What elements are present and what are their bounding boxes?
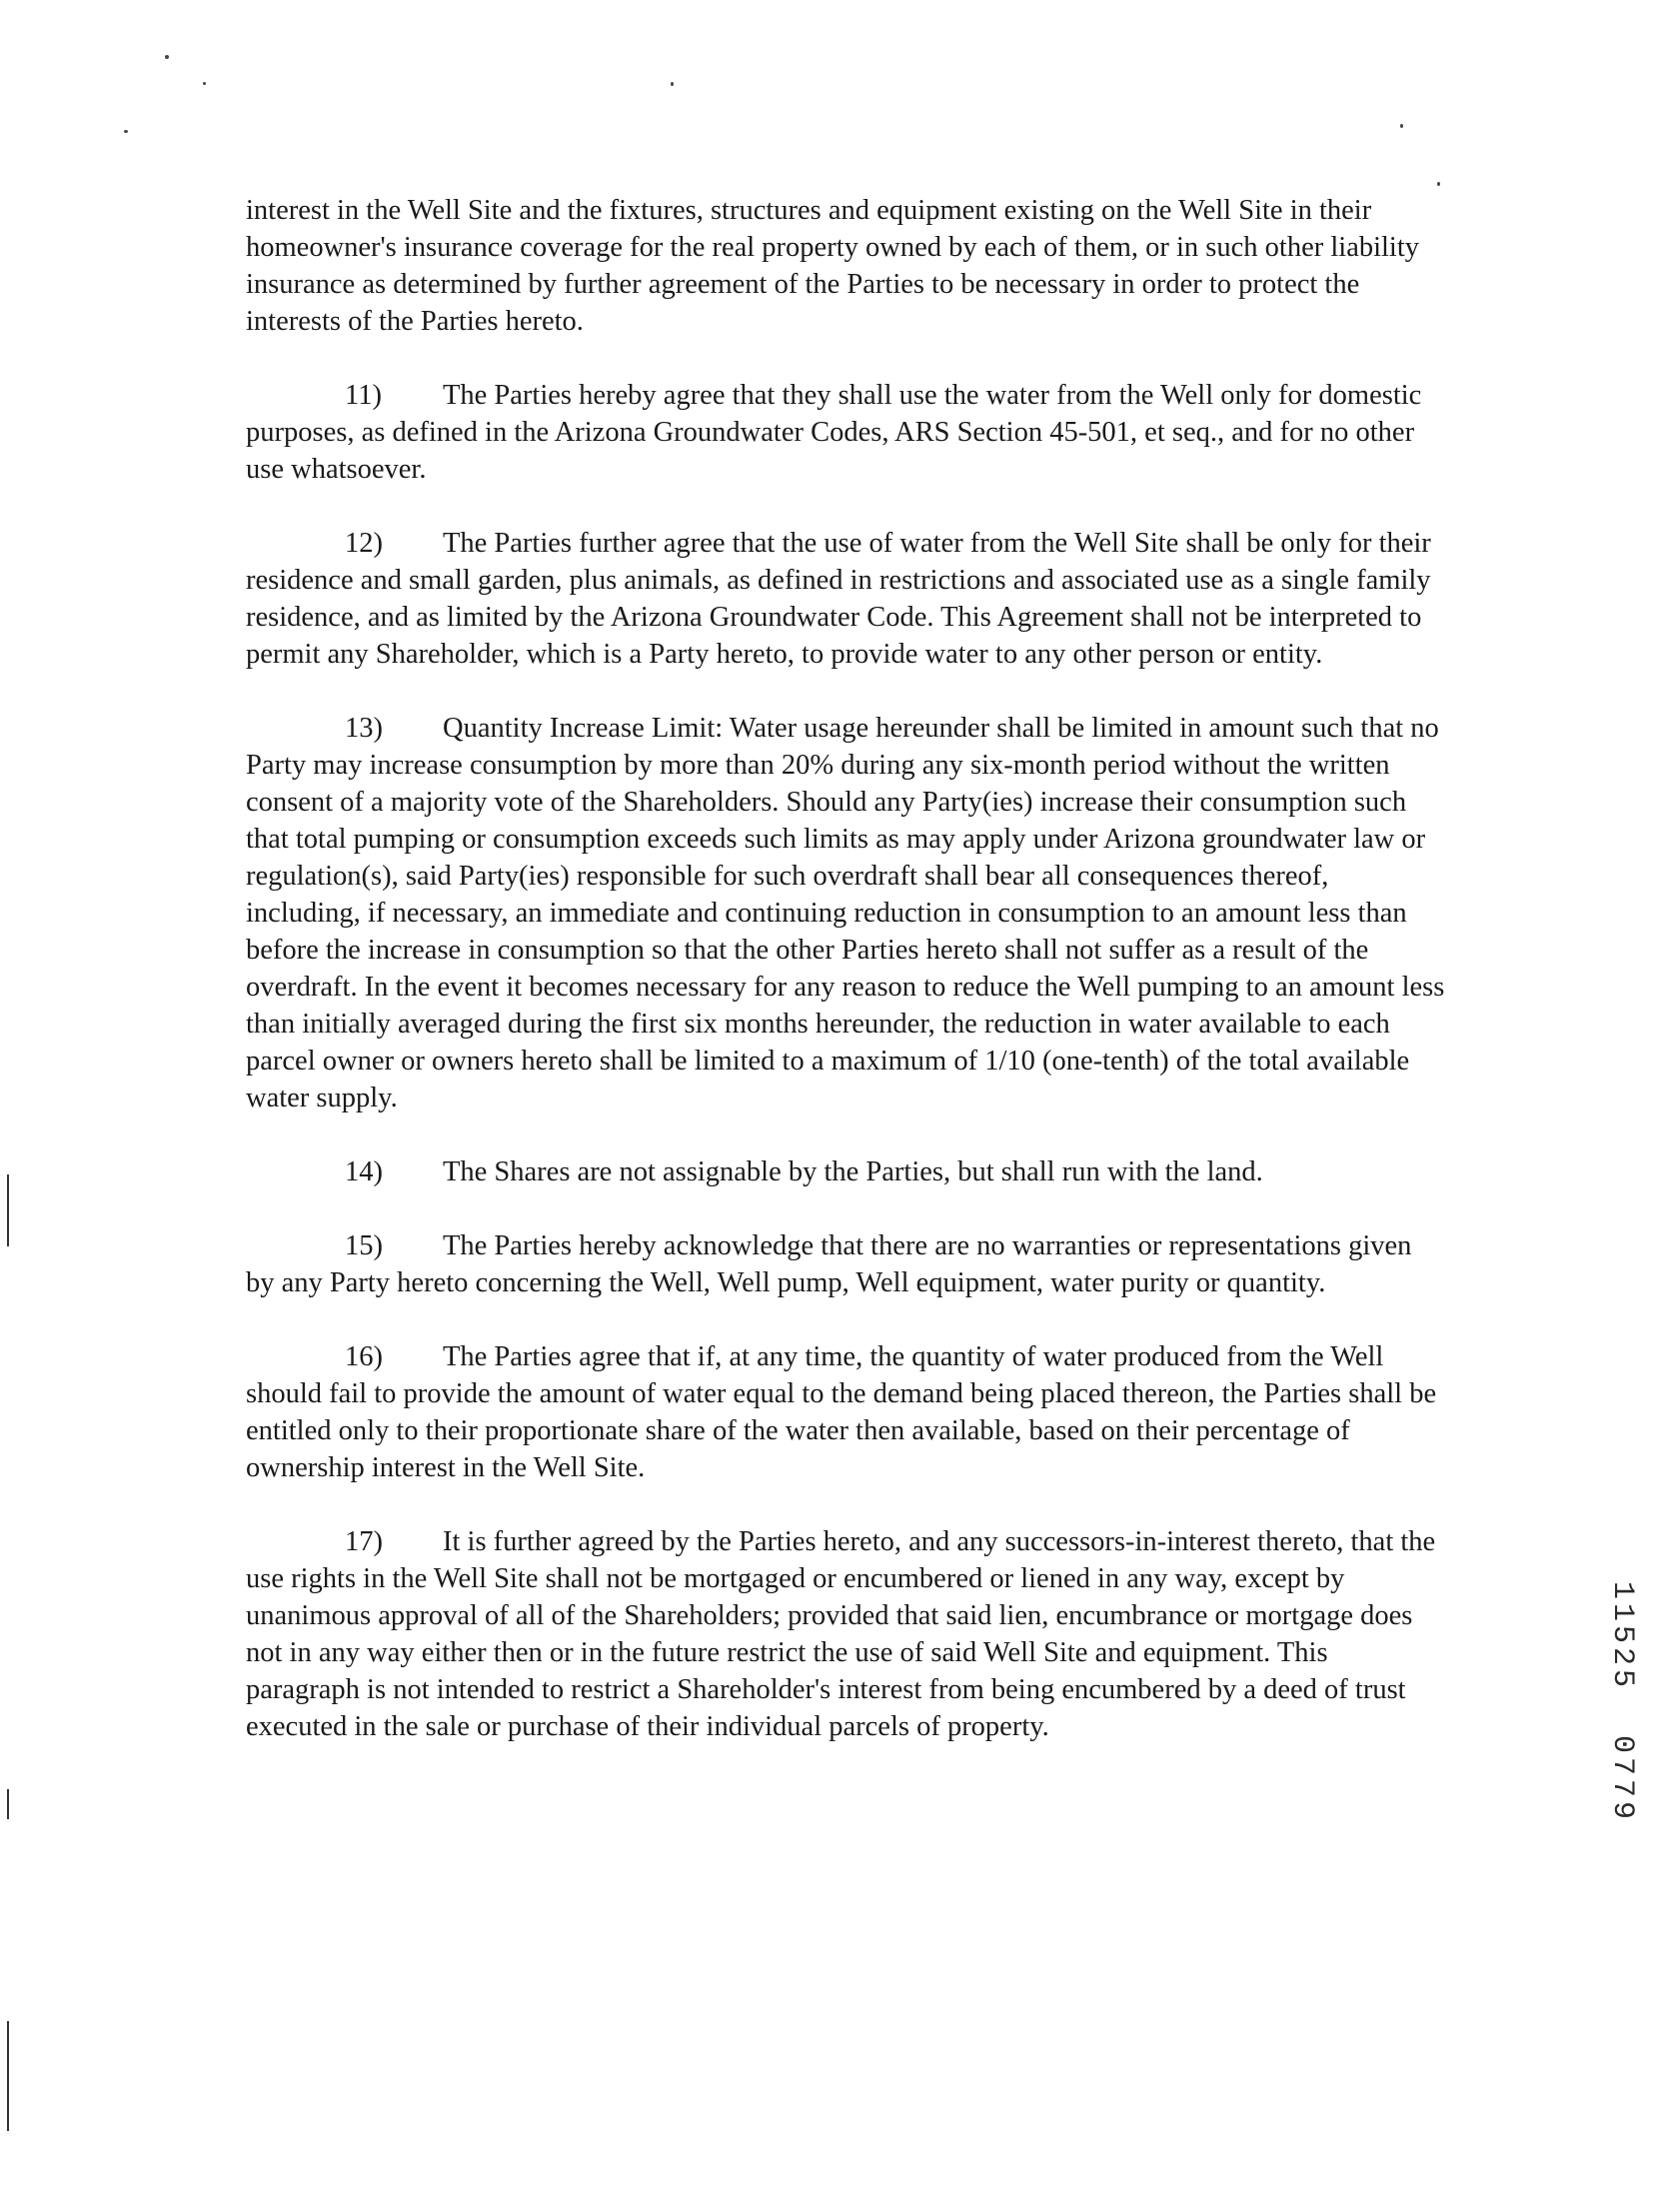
scan-speck bbox=[1400, 124, 1403, 128]
recording-stamp-number: 11525 0779 bbox=[1605, 1581, 1639, 1824]
scan-speck bbox=[124, 130, 128, 133]
scan-speck bbox=[671, 82, 674, 86]
paragraph-11 bbox=[246, 377, 1445, 488]
paragraph-text: Quantity Increase Limit: Water usage hereunder shall be limited in amount such that no Party may increase consumption by more than 20% during any six-month period without the written consent of a majority vote of the Shareholders. Should any Party(ies) increase their consumption such that total pumping or consumption exceeds such limits as may apply under Arizona groundwater law or regulation(s), said Party(ies) responsible for such overdraft shall bear all consequences thereof, including, if necessary, an immediate and continuing reduction in consumption to an amount less than before the increase in consumption so that the other Parties hereto shall not suffer as a result of the overdraft. In the event it becomes necessary for any reason to reduce the Well pumping to an amount less than initially averaged during the first six months hereunder, the reduction in water available to each parcel owner or owners hereto shall be limited to a maximum of 1/10 (one-tenth) of the total available water supply. bbox=[246, 713, 1445, 1113]
continuation-paragraph: interest in the Well Site and the fixtures, structures and equipment existing on the Well Site in their homeowner's insurance coverage for the real property owned by each of them, or in such other liability insurance as determined by further agreement of the Parties to be necessary in order to protect the interests of the Parties hereto. bbox=[246, 195, 1420, 337]
paragraph-text: The Parties hereby agree that they shall use the water from the Well only for domestic purposes, as defined in the Arizona Groundwater Codes, ARS Section 45-501, et seq., and for no other use whatsoever. bbox=[246, 380, 1422, 485]
paragraph-17 bbox=[246, 1523, 1445, 1745]
recording-stamp bbox=[1605, 1581, 1645, 1921]
paragraph-number: 17) bbox=[345, 1526, 383, 1557]
document-body bbox=[246, 192, 1445, 1782]
scan-edge-line bbox=[7, 2021, 9, 2131]
paragraph-number: 15) bbox=[345, 1230, 383, 1261]
paragraph-15 bbox=[246, 1227, 1445, 1301]
paragraph-text: The Parties hereby acknowledge that there are no warranties or representations given by any Party hereto concerning the Well, Well pump, Well equipment, water purity or quantity. bbox=[246, 1230, 1412, 1298]
paragraph-number: 13) bbox=[345, 713, 383, 744]
paragraph-14 bbox=[246, 1153, 1445, 1190]
paragraph-text: The Parties agree that if, at any time, the quantity of water produced from the Well should fail to provide the amount of water equal to the demand being placed thereon, the Parties shall be entitled only to their proportionate share of the water then available, based on their percentage of ownership interest in the Well Site. bbox=[246, 1341, 1437, 1483]
scan-speck bbox=[165, 55, 169, 59]
paragraph-12 bbox=[246, 525, 1445, 673]
paragraph-16 bbox=[246, 1338, 1445, 1486]
paragraph-number: 11) bbox=[345, 380, 382, 411]
paragraph-number: 14) bbox=[345, 1156, 383, 1187]
paragraph-13 bbox=[246, 710, 1445, 1116]
paragraph-number: 16) bbox=[345, 1341, 383, 1372]
scan-edge-line bbox=[7, 1789, 9, 1819]
paragraph-text: It is further agreed by the Parties hereto, and any successors-in-interest thereto, that the use rights in the Well Site shall not be mortgaged or encumbered or liened in any way, except by unanimous approval of all of the Shareholders; provided that said lien, encumbrance or mortgage does not in any way either then or in the future restrict the use of said Well Site and equipment. This paragraph is not intended to restrict a Shareholder's interest from being encumbered by a deed of trust executed in the sale or purchase of their individual parcels of property. bbox=[246, 1526, 1436, 1742]
paragraph-text: The Shares are not assignable by the Parties, but shall run with the land. bbox=[443, 1156, 1263, 1187]
paragraph-number: 12) bbox=[345, 528, 383, 559]
scan-speck bbox=[203, 82, 206, 85]
scan-speck bbox=[1437, 182, 1440, 186]
paragraph-text: The Parties further agree that the use of water from the Well Site shall be only for their residence and small garden, plus animals, as defined in restrictions and associated use as a single family residence, and as limited by the Arizona Groundwater Code. This Agreement shall not be interpreted to permit any Shareholder, which is a Party hereto, to provide water to any other person or entity. bbox=[246, 528, 1431, 670]
scan-edge-line bbox=[7, 1174, 9, 1246]
